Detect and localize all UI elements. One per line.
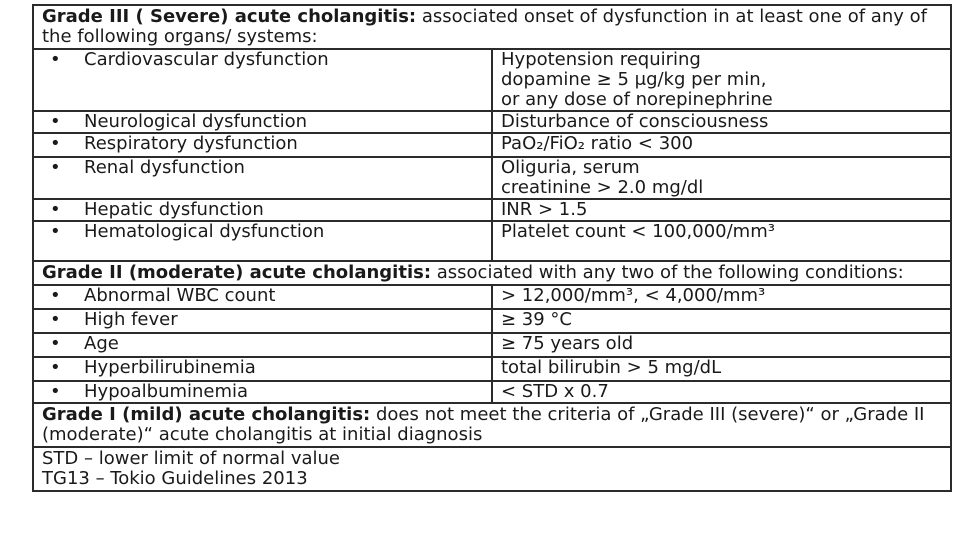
criterion-label: Neurological dysfunction (84, 111, 308, 132)
bullet-icon: • (50, 199, 61, 220)
bullet-icon: • (50, 309, 61, 330)
grade3-title: Grade III ( Severe) acute cholangitis: (42, 6, 417, 27)
footnote-std: STD – lower limit of normal value (42, 448, 341, 469)
criterion-value: Oliguria, serum creatinine > 2.0 mg/dl (492, 157, 951, 199)
table-row (33, 285, 951, 309)
table-row (33, 309, 951, 333)
footnotes-cell (33, 447, 951, 491)
criterion-label: High fever (84, 309, 178, 330)
grade2-header (33, 261, 951, 285)
criterion-value: Hypotension requiring dopamine ≥ 5 μg/kg per min, or any dose of norepinephrine (492, 49, 951, 111)
grade1-cell (33, 403, 951, 447)
bullet-icon: • (50, 381, 61, 402)
criterion-value: Platelet count < 100,000/mm³ (492, 221, 951, 261)
footnotes-row (33, 447, 951, 491)
bullet-icon: • (50, 157, 61, 178)
criterion-value: < STD x 0.7 (492, 381, 951, 403)
table-row (33, 381, 951, 403)
criterion-value: INR > 1.5 (492, 199, 951, 221)
grade2-header-row (33, 261, 951, 285)
grade1-title: Grade I (mild) acute cholangitis: (42, 404, 371, 425)
bullet-icon: • (50, 133, 61, 154)
grade3-header (33, 5, 951, 49)
criterion-label: Age (84, 333, 119, 354)
bullet-icon: • (50, 49, 61, 70)
bullet-icon: • (50, 111, 61, 132)
grade1-row (33, 403, 951, 447)
criterion-label: Renal dysfunction (84, 157, 245, 178)
grade2-title: Grade II (moderate) acute cholangitis: (42, 262, 432, 283)
criterion-label: Hepatic dysfunction (84, 199, 264, 220)
table-row (33, 49, 951, 111)
grade3-header-row (33, 5, 951, 49)
criterion-label: Hematological dysfunction (84, 221, 325, 242)
table-row (33, 133, 951, 157)
criterion-value: total bilirubin > 5 mg/dL (492, 357, 951, 381)
table-row (33, 157, 951, 199)
table-row (33, 333, 951, 357)
bullet-icon: • (50, 357, 61, 378)
table-row (33, 357, 951, 381)
cholangitis-grading-table-slide (32, 4, 952, 536)
grading-table (32, 4, 952, 492)
bullet-icon: • (50, 333, 61, 354)
criterion-value: Disturbance of consciousness (492, 111, 951, 133)
criterion-value: ≥ 39 °C (492, 309, 951, 333)
table-row (33, 199, 951, 221)
criterion-label: Abnormal WBC count (84, 285, 276, 306)
table-row (33, 221, 951, 261)
criterion-label: Respiratory dysfunction (84, 133, 298, 154)
criterion-label: Cardiovascular dysfunction (84, 49, 329, 70)
bullet-icon: • (50, 221, 61, 242)
criterion-value: ≥ 75 years old (492, 333, 951, 357)
criterion-label: Hypoalbuminemia (84, 381, 249, 402)
bullet-icon: • (50, 285, 61, 306)
grade3-description: associated onset of dysfunction in at least one of any of the following organs/ systems: (42, 6, 927, 47)
footnote-tg13: TG13 – Tokio Guidelines 2013 (42, 468, 308, 489)
criterion-label: Hyperbilirubinemia (84, 357, 256, 378)
criterion-value: PaO₂/FiO₂ ratio < 300 (492, 133, 951, 157)
table-row (33, 111, 951, 133)
criterion-value: > 12,000/mm³, < 4,000/mm³ (492, 285, 951, 309)
grade2-description: associated with any two of the following conditions: (431, 262, 904, 283)
grade1-description: does not meet the criteria of „Grade III (severe)“ or „Grade II (moderate)“ acute cholangitis at initial diagnosis (42, 404, 925, 445)
